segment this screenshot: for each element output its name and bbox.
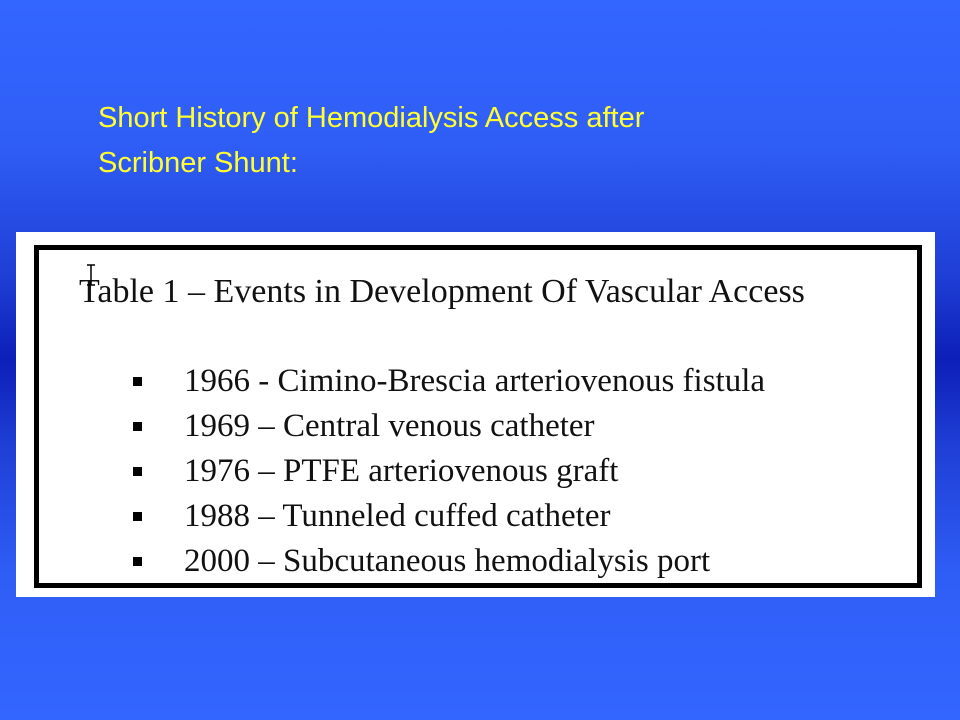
event-text: 1988 – Tunneled cuffed catheter: [184, 498, 611, 534]
event-text: 1976 – PTFE arteriovenous graft: [184, 453, 619, 489]
list-item: [125, 449, 765, 494]
list-item: [125, 359, 765, 404]
table-frame: [34, 245, 922, 588]
event-text: 1969 – Central venous catheter: [184, 408, 595, 444]
event-list: [125, 359, 765, 584]
list-item: [125, 494, 765, 539]
slide-title-line1: Short History of Hemodialysis Access after: [98, 102, 645, 134]
slide-title: [98, 96, 858, 186]
slide-title-line2: Scribner Shunt:: [98, 147, 298, 179]
square-bullet-icon: [133, 512, 142, 521]
square-bullet-icon: [133, 557, 142, 566]
square-bullet-icon: [133, 467, 142, 476]
list-item: [125, 539, 765, 584]
list-item: [125, 404, 765, 449]
square-bullet-icon: [133, 422, 142, 431]
event-text: 1966 - Cimino-Brescia arteriovenous fistula: [184, 363, 766, 399]
square-bullet-icon: [133, 377, 142, 386]
table-caption: Table 1 – Events in Development Of Vascular Access: [79, 273, 805, 310]
table-image: [16, 232, 935, 597]
event-text: 2000 – Subcutaneous hemodialysis port: [184, 543, 711, 579]
text-cursor-icon: [85, 264, 97, 286]
